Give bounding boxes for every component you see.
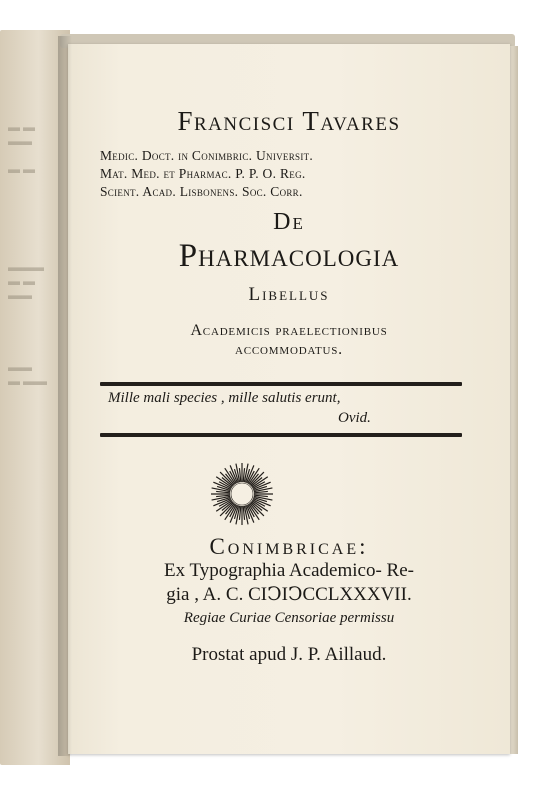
credential-line: Scient. Acad. Lisbonens. Soc. Corr. — [100, 184, 303, 199]
epigraph-quote: Mille mali species , mille salutis erunt, — [108, 390, 341, 406]
title-page — [68, 44, 510, 754]
imprint-seller: Prostat apud J. P. Aillaud. — [191, 644, 387, 665]
author-name: Francisci Tavares — [177, 106, 401, 136]
imprint-city: Conimbricae: — [209, 534, 369, 559]
subtitle-word: Libellus — [248, 284, 330, 305]
bleed-through-text: ▬▬ ▬ ▬▬ — [8, 360, 47, 388]
bleed-through-text: ▬▬▬ ▬ ▬ ▬▬ — [8, 260, 44, 302]
credential-line: Medic. Doct. in Conimbric. Universit. — [100, 148, 314, 163]
subtitle-line: Academicis praelectionibus — [190, 322, 388, 339]
spine-shadow — [58, 36, 72, 756]
divider-rule — [100, 433, 462, 437]
sunburst-ornament-icon — [210, 462, 274, 526]
divider-rule — [100, 382, 462, 386]
epigraph-source: Ovid. — [338, 410, 371, 426]
credential-line: Mat. Med. et Pharmac. P. P. O. Reg. — [100, 166, 306, 181]
subtitle-line: accommodatus. — [235, 341, 343, 358]
imprint-date: gia , A. C. CIↃIↃCCLXXXVII. — [166, 584, 412, 605]
book-title: Pharmacologia — [178, 238, 400, 274]
imprint-printer: Ex Typographia Academico- Re- — [164, 560, 414, 581]
censor-permission: Regiae Curiae Censoriae permissu — [183, 610, 395, 626]
title-preposition: De — [273, 209, 305, 235]
bleed-through-text: ▬ ▬ ▬▬ ▬ ▬ — [8, 120, 35, 176]
